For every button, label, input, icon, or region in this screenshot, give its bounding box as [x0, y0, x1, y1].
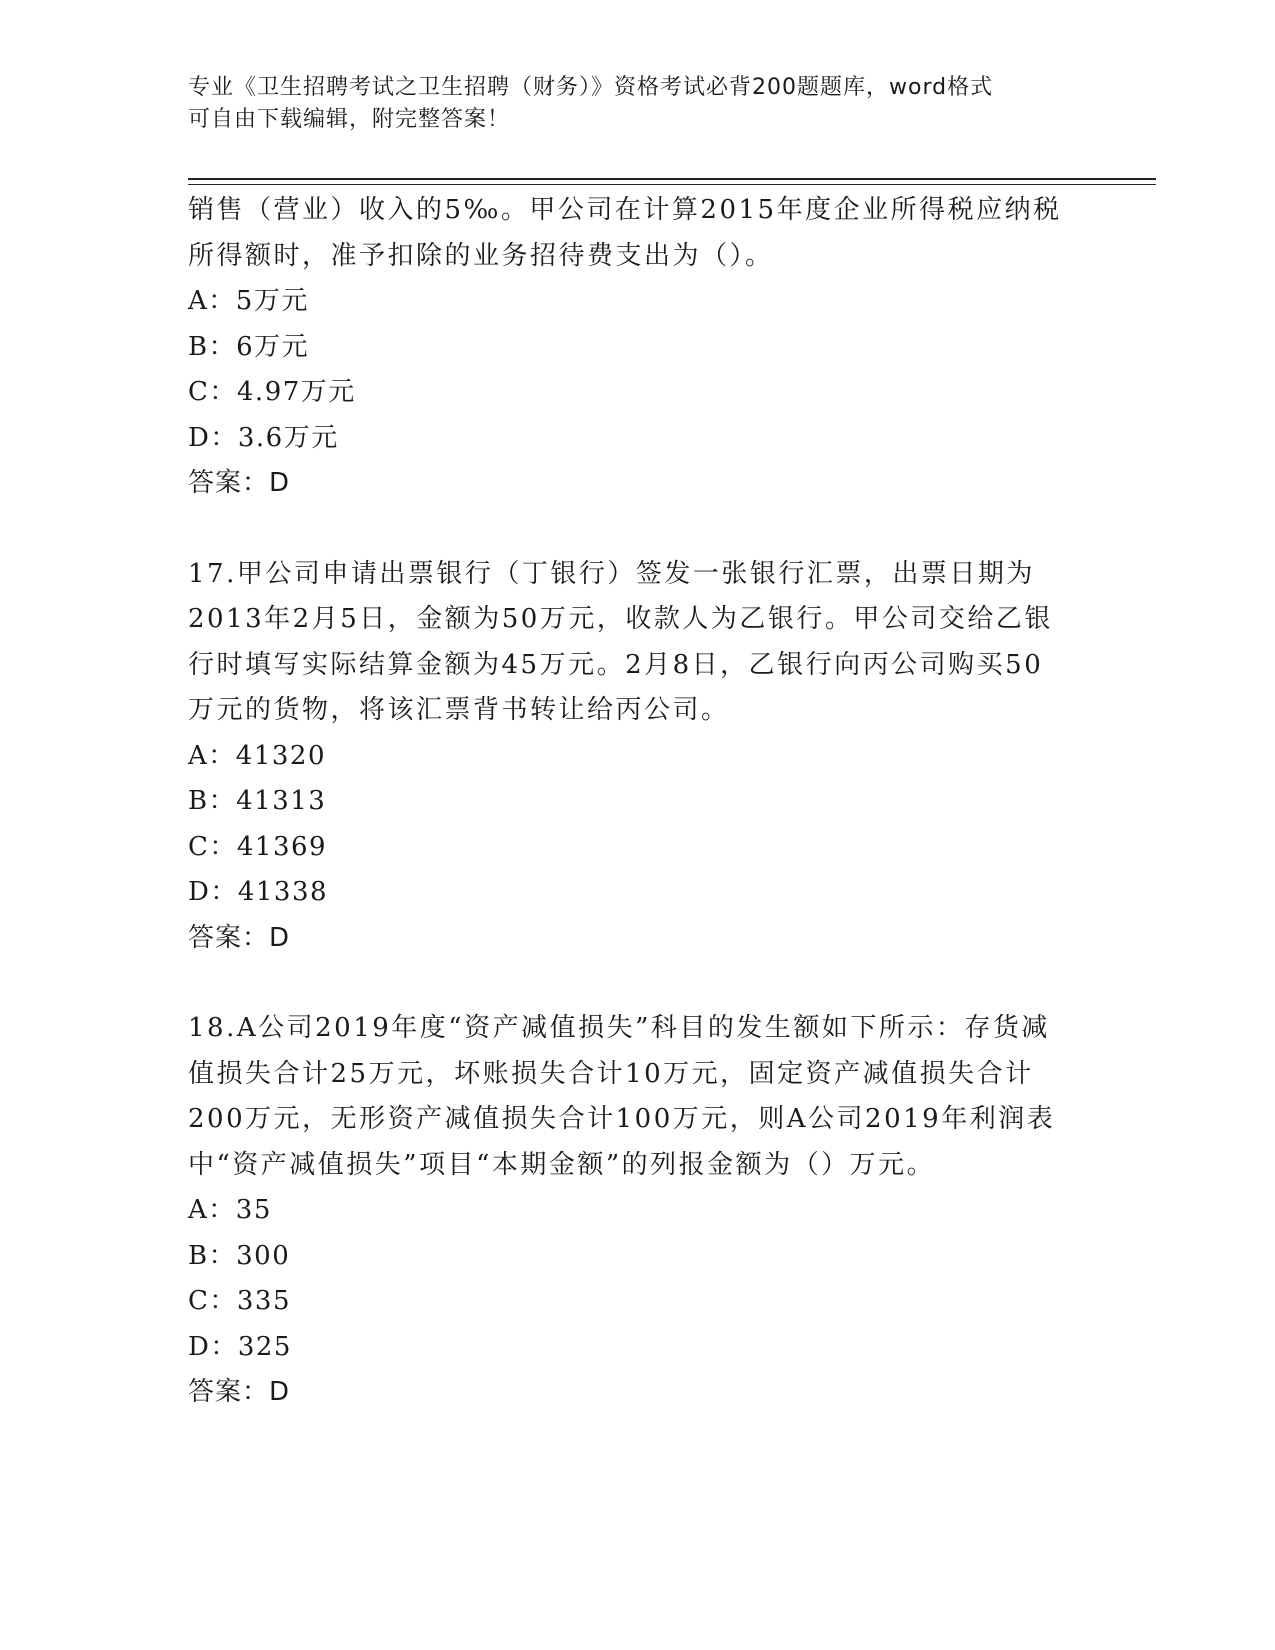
option-b: B：41313	[188, 786, 327, 816]
option-a: A：41320	[188, 740, 326, 771]
option-d: D：3.6万元	[188, 422, 339, 453]
header-divider	[188, 178, 1156, 180]
question-18	[188, 1006, 1088, 1416]
question-text-line: 18.A公司2019年度“资产减值损失”科目的发生额如下所示：存货减	[188, 1013, 1050, 1043]
header-title-line-1: 专业《卫生招聘考试之卫生招聘（财务）》资格考试必背200题题库，word格式	[188, 75, 994, 100]
option-a: A：5万元	[188, 286, 309, 316]
question-text-line: 行时填写实际结算金额为45万元。2月8日，乙银行向丙公司购买50	[188, 649, 1044, 680]
question-text-line: 2013年2月5日，金额为50万元，收款人为乙银行。甲公司交给乙银	[188, 604, 1053, 634]
option-c: C：41369	[188, 831, 328, 862]
question-text-line: 所得额时，准予扣除的业务招待费支出为（）。	[188, 240, 774, 271]
header-divider-thin	[188, 184, 1156, 185]
answer-line: 答案：D	[188, 468, 291, 498]
option-d: D：41338	[188, 877, 329, 907]
document-header	[188, 72, 1068, 136]
question-17	[188, 552, 1088, 962]
option-a: A：35	[188, 1195, 272, 1225]
question-text-line: 17.甲公司申请出票银行（丁银行）签发一张银行汇票，出票日期为	[188, 558, 1035, 589]
question-text-line: 200万元，无形资产减值损失合计100万元，则A公司2019年利润表	[188, 1104, 1056, 1134]
question-text-line: 值损失合计25万元，坏账损失合计10万元，固定资产减值损失合计	[188, 1058, 1034, 1089]
question-text-line: 中“资产减值损失”项目“本期金额”的列报金额为（）万元。	[188, 1149, 936, 1180]
question-text-line: 销售（营业）收入的5‰。甲公司在计算2015年度企业所得税应纳税	[188, 195, 1062, 225]
option-c: C：4.97万元	[188, 377, 356, 407]
header-title-line-2: 可自由下载编辑，附完整答案！	[188, 107, 511, 132]
answer-line: 答案：D	[188, 1377, 291, 1407]
option-b: B：300	[188, 1240, 291, 1271]
option-d: D：325	[188, 1331, 292, 1362]
question-fragment	[188, 188, 1088, 507]
document-body	[188, 188, 1088, 1416]
option-b: B：6万元	[188, 331, 310, 362]
answer-line: 答案：D	[188, 922, 291, 953]
question-text-line: 万元的货物，将该汇票背书转让给丙公司。	[188, 695, 730, 725]
option-c: C：335	[188, 1286, 292, 1316]
